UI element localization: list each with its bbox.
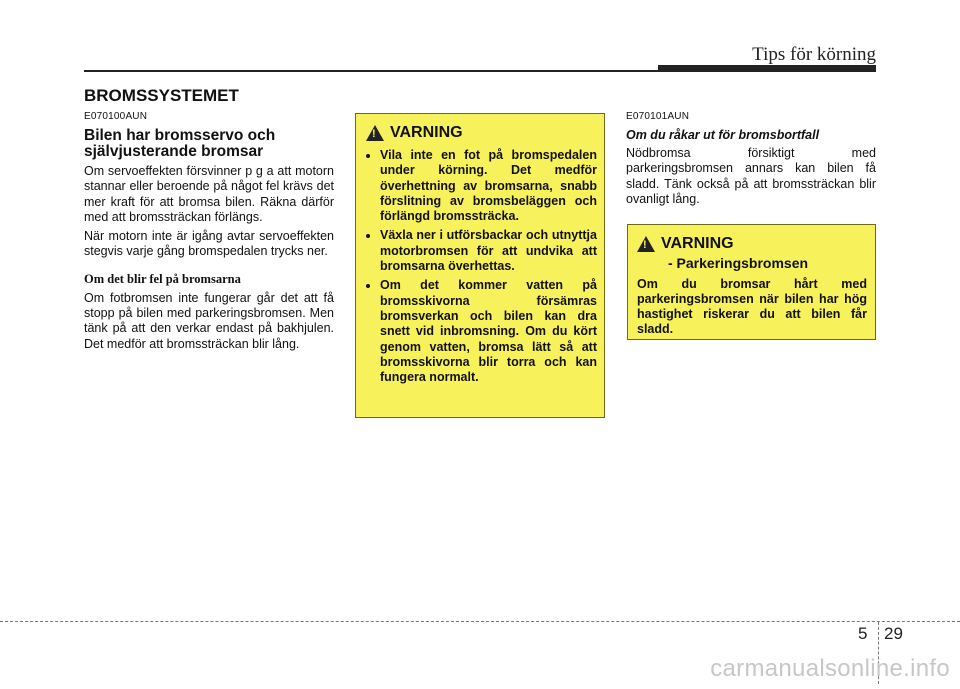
warning-list xyxy=(366,148,597,385)
section-code: E070100AUN xyxy=(84,111,148,122)
header-bar xyxy=(658,65,876,72)
warning-title: VARNING xyxy=(390,124,463,141)
chapter-number: 5 xyxy=(858,624,868,643)
page-number: 29 xyxy=(884,624,903,643)
warning-icon xyxy=(637,236,655,252)
header-title: Tips för körning xyxy=(752,44,876,65)
paragraph: Nödbromsa försiktigt med parkeringsbromsen annars kan bilen få sladd. Tänk också på att bromssträckan blir ovanligt lång. xyxy=(626,146,876,206)
section-title: BROMSSYSTEMET xyxy=(84,86,239,105)
footer-rule xyxy=(0,621,960,622)
warning-text: Om du bromsar hårt med parkeringsbromsen när bilen har hög hastighet riskerar du att bilen får sladd. xyxy=(637,277,867,336)
warning-subtitle: - Parkeringsbromsen xyxy=(668,255,809,271)
column-right xyxy=(626,111,876,211)
warning-item: • Om det kommer vatten på bromsskivorna försämras bromsverkan och bilen kan dra snett vid inbromsning. Om du kört genom vatten, bromsa lätt så att bromsskivorna blir torra och kan fungera normalt. xyxy=(380,278,597,385)
column-left xyxy=(84,111,334,356)
watermark: carmanualsonline.info xyxy=(710,655,950,682)
subheading: Bilen har bromsservo och självjusterande bromsar xyxy=(84,127,276,160)
paragraph: Om servoeffekten försvinner p g a att motorn stannar eller beroende på något fel krävs det mer kraft för att bromsa bilen. Räkna därför med att bromssträckan förlängs. xyxy=(84,164,334,224)
warning-item: • Vila inte en fot på bromspedalen under körning. Det medför överhettning av bromsarna, snabb förslitning av bromsbeläggen och förlängd bromssträcka. xyxy=(380,148,597,224)
warning-icon xyxy=(366,125,384,141)
subheading: Om du råkar ut för bromsbortfall xyxy=(626,128,820,142)
paragraph: När motorn inte är igång avtar servoeffekten stegvis varje gång bromspedalen trycks ner. xyxy=(84,229,334,259)
warning-title: VARNING xyxy=(661,235,734,252)
section-code: E070101AUN xyxy=(626,111,690,122)
warning-header xyxy=(637,235,867,253)
warning-box-parking-brake xyxy=(627,224,876,340)
paragraph: Om fotbromsen inte fungerar går det att få stopp på bilen med parkeringsbromsen. Men tänk på att den verkar endast på bakhjulen. Det medför att bromssträckan blir lång. xyxy=(84,290,334,351)
warning-header xyxy=(366,124,597,142)
subheading-failure: Om det blir fel på bromsarna xyxy=(84,271,241,286)
warning-box xyxy=(355,113,605,418)
warning-item: • Växla ner i utförsbackar och utnyttja motorbromsen för att undvika att bromsarna överhettas. xyxy=(380,228,597,274)
